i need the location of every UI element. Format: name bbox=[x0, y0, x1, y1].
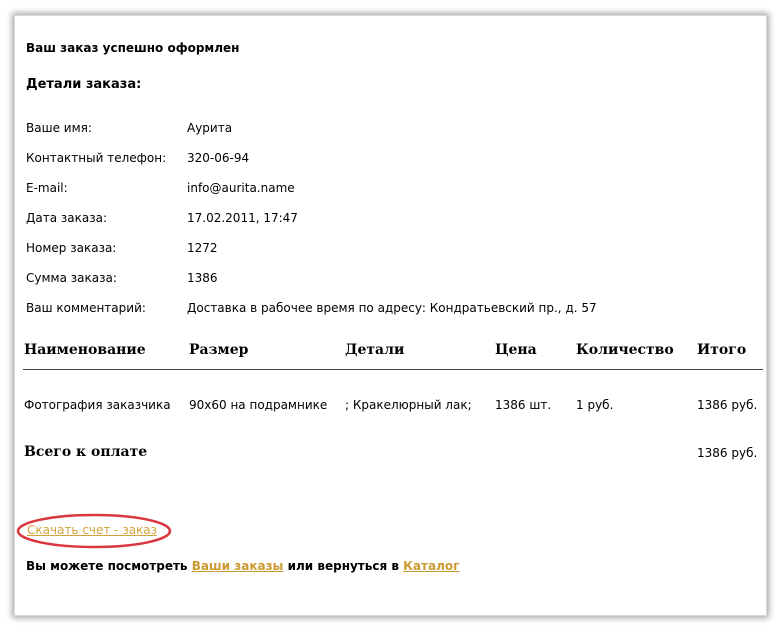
download-invoice-link[interactable]: Скачать счет - заказ bbox=[27, 523, 158, 537]
cell-total: 1386 руб. bbox=[697, 398, 758, 412]
column-header-size: Размер bbox=[189, 342, 249, 358]
order-confirmation-panel bbox=[14, 15, 767, 616]
table-divider bbox=[23, 369, 763, 370]
column-header-name: Наименование bbox=[24, 342, 146, 358]
detail-label-order-sum: Сумма заказа: bbox=[26, 271, 117, 285]
cell-quantity: 1 руб. bbox=[576, 398, 614, 412]
detail-label-phone: Контактный телефон: bbox=[26, 151, 167, 165]
cell-price: 1386 шт. bbox=[495, 398, 552, 412]
grand-total-label: Всего к оплате bbox=[24, 444, 148, 460]
column-header-total: Итого bbox=[697, 342, 747, 358]
detail-value-date: 17.02.2011, 17:47 bbox=[187, 211, 298, 225]
my-orders-link[interactable]: Ваши заказы bbox=[191, 559, 284, 573]
catalog-link[interactable]: Каталог bbox=[403, 559, 460, 573]
detail-label-date: Дата заказа: bbox=[26, 211, 107, 225]
footer-text bbox=[26, 559, 459, 573]
column-header-quantity: Количество bbox=[576, 342, 674, 358]
detail-value-name: Аурита bbox=[187, 121, 233, 135]
cell-details: ; Кракелюрный лак; bbox=[345, 398, 472, 412]
detail-label-order-number: Номер заказа: bbox=[26, 241, 117, 255]
grand-total-value: 1386 руб. bbox=[697, 446, 758, 460]
footer-middle: или вернуться в bbox=[283, 559, 404, 573]
detail-label-comment: Ваш комментарий: bbox=[26, 301, 146, 315]
order-details-heading: Детали заказа: bbox=[26, 77, 142, 92]
detail-label-email: E-mail: bbox=[26, 181, 68, 195]
detail-value-email: info@aurita.name bbox=[187, 181, 295, 195]
page-title: Ваш заказ успешно оформлен bbox=[26, 41, 240, 55]
detail-value-phone: 320-06-94 bbox=[187, 151, 250, 165]
footer-prefix: Вы можете посмотреть bbox=[26, 559, 192, 573]
column-header-details: Детали bbox=[345, 342, 405, 358]
detail-label-name: Ваше имя: bbox=[26, 121, 92, 135]
column-header-price: Цена bbox=[495, 342, 537, 358]
detail-value-comment: Доставка в рабочее время по адресу: Кондратьевский пр., д. 57 bbox=[187, 301, 597, 315]
cell-size: 90х60 на подрамнике bbox=[189, 398, 328, 412]
cell-name: Фотография заказчика bbox=[24, 398, 171, 412]
detail-value-order-number: 1272 bbox=[187, 241, 218, 255]
detail-value-order-sum: 1386 bbox=[187, 271, 218, 285]
